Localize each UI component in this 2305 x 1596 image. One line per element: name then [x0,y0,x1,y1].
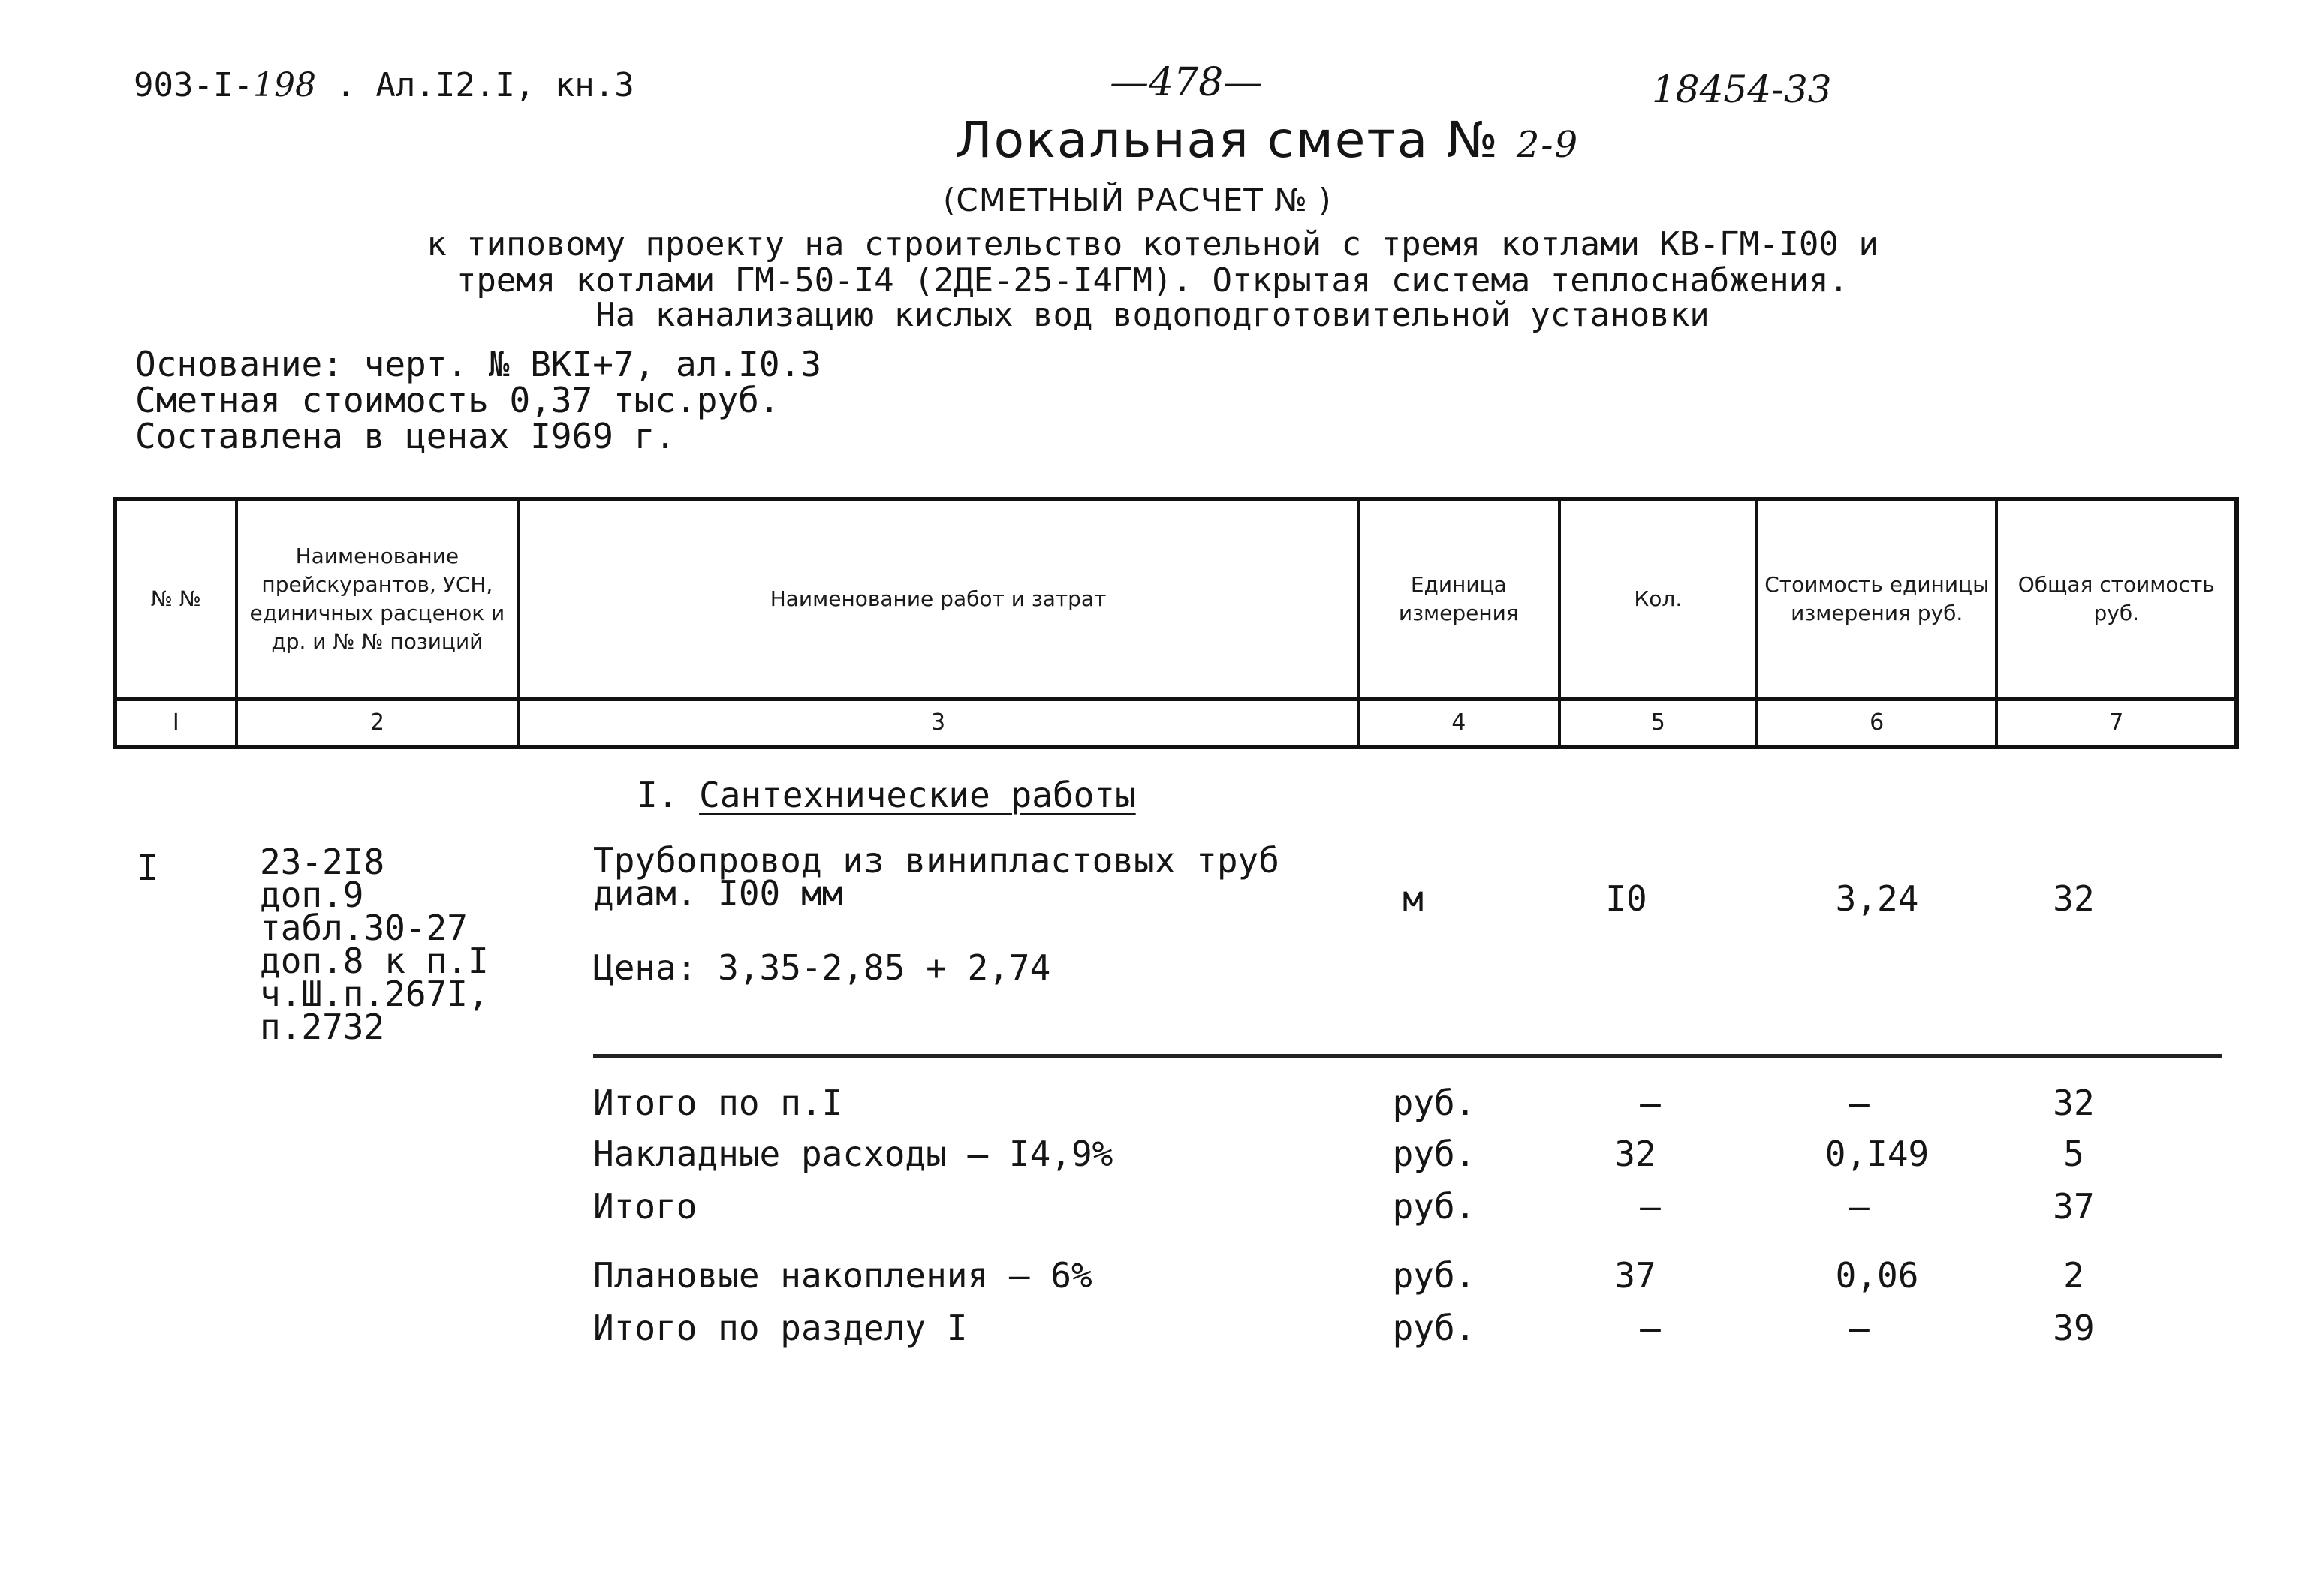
ref-line: ч.Ш.п.267I, [260,974,489,1014]
col-number-1: I [115,699,237,747]
item-unit: м [1403,878,1424,919]
col-header-quantity: Кол. [1559,499,1757,699]
total-rate: – [1849,1083,1870,1123]
overhead-unit: руб. [1392,1134,1476,1174]
item-reference [260,842,489,1047]
col-header-no: № № [115,499,237,699]
basis-line: Основание: черт. № ВКI+7, ал.I0.3 [135,344,821,384]
section-total-unit: руб. [1392,1308,1476,1348]
item-name [593,840,1279,914]
section-total-value: 39 [2053,1308,2095,1348]
section-heading [637,775,1136,815]
subtotal-qty: – [1640,1186,1661,1227]
section-number: I. [637,775,679,815]
col-number-6: 6 [1757,699,1996,747]
overhead-label: Накладные расходы – I4,9% [593,1134,1113,1174]
ref-line: доп.9 [260,875,364,915]
estimated-cost-line: Сметная стоимость 0,37 тыс.руб. [135,380,780,420]
title-text: Локальная смета № [955,111,1499,169]
col-number-7: 7 [1996,699,2237,747]
item-number: I [137,847,158,889]
col-header-work-name: Наименование работ и затрат [518,499,1358,699]
item-total: 32 [2053,878,2095,919]
planned-savings-rate: 0,06 [1835,1255,1919,1296]
subtotal-label: Итого [593,1186,698,1227]
planned-savings-qty: 37 [1614,1255,1656,1296]
overhead-value: 5 [2063,1134,2084,1174]
prices-year-line: Составлена в ценах I969 г. [135,416,676,456]
planned-savings-unit: руб. [1392,1255,1476,1296]
ref-line: доп.8 к п.I [260,941,489,981]
col-header-unit-cost: Стоимость единицы измерения руб. [1757,499,1996,699]
col-number-2: 2 [237,699,519,747]
col-header-reference: Наименование прейскурантов, УСН, единичных расценок и др. и № № позиций [237,499,519,699]
subtotal-unit: руб. [1392,1186,1476,1227]
col-number-4: 4 [1358,699,1559,747]
page-subtitle: (СМЕТНЫЙ РАСЧЕТ № ) [943,182,1332,218]
overhead-rate: 0,I49 [1824,1134,1930,1174]
price-formula: Цена: 3,35-2,85 + 2,74 [593,947,1051,988]
totals-separator [593,1054,2222,1058]
col-number-3: 3 [518,699,1358,747]
item-name-line: диам. I00 мм [593,873,843,914]
page-title [955,111,1579,169]
total-unit: руб. [1392,1083,1476,1123]
total-value: 32 [2053,1083,2095,1123]
ref-line: 23-2I8 [260,842,385,882]
overhead-qty: 32 [1614,1134,1656,1174]
ref-line: табл.30-27 [260,908,468,948]
description-line-3: На канализацию кислых вод водоподготовительной установки [595,296,1710,334]
subtotal-value: 37 [2053,1186,2095,1227]
section-total-rate: – [1849,1308,1870,1348]
description-line-2: тремя котлами ГМ-50-I4 (2ДЕ-25-I4ГМ). Открытая система теплоснабжения. [456,261,1849,300]
total-label: Итого по п.I [593,1083,843,1123]
total-qty: – [1640,1083,1661,1123]
ref-line: п.2732 [260,1007,385,1047]
col-header-total-cost: Общая стоимость руб. [1996,499,2237,699]
item-name-line: Трубопровод из винипластовых труб [593,840,1279,881]
code-handwritten: 198 [252,66,316,104]
title-number: 2-9 [1516,124,1580,166]
code-prefix: 903-I- [134,66,253,104]
document-code [134,66,634,104]
col-header-unit: Единица измерения [1358,499,1559,699]
doc-number: 18454-33 [1652,68,1832,111]
code-suffix: . Ал.I2.I, кн.3 [315,66,634,104]
section-total-label: Итого по разделу I [593,1308,968,1348]
table-header [113,497,2239,749]
description-line-1: к типовому проекту на строительство котельной с тремя котлами КВ-ГМ-I00 и [426,225,1879,263]
planned-savings-label: Плановые накопления – 6% [593,1255,1092,1296]
section-total-qty: – [1640,1308,1661,1348]
subtotal-rate: – [1849,1186,1870,1227]
page-number: —478— [1110,60,1263,105]
planned-savings-value: 2 [2063,1255,2084,1296]
item-unit-cost: 3,24 [1835,878,1919,919]
section-title: Сантехнические работы [699,775,1136,815]
estimate-table-header [113,497,2239,749]
item-quantity: I0 [1605,878,1647,919]
col-number-5: 5 [1559,699,1757,747]
